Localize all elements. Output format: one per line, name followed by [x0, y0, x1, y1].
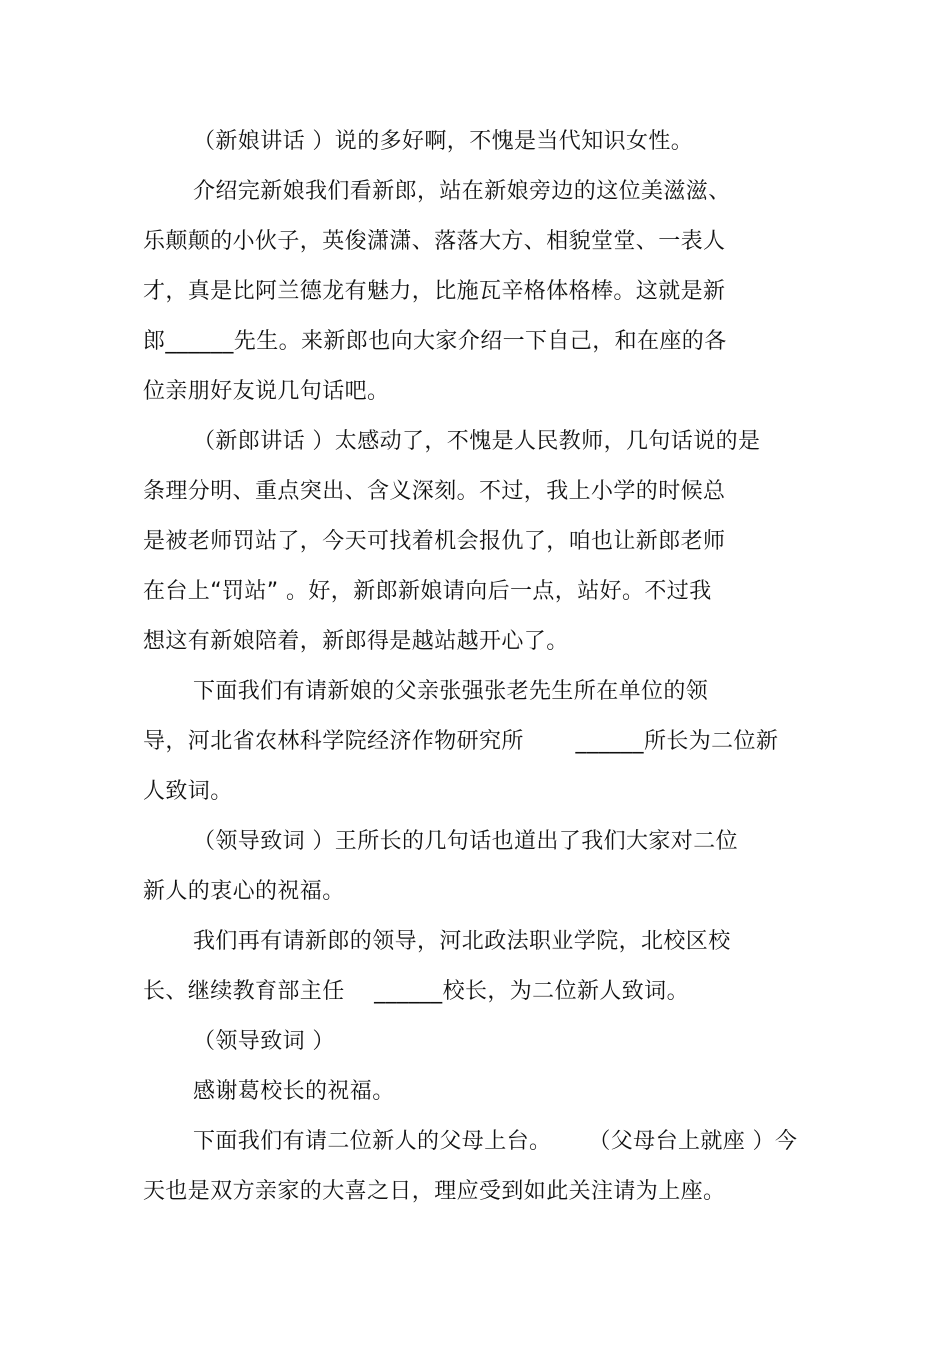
text-line: （新娘讲话 ）说的多好啊，不愧是当代知识女性。	[193, 129, 694, 154]
text-line: （新郎讲话 ）太感动了，不愧是人民教师，几句话说的是	[193, 429, 761, 454]
text-line: 下面我们有请二位新人的父母上台。 （父母台上就座 ）今	[193, 1129, 798, 1154]
text-line: 下面我们有请新娘的父亲张强张老先生所在单位的领	[193, 679, 709, 704]
text-line: （领导致词 ）	[193, 1029, 335, 1054]
text-line: 在台上“罚站” 。好，新郎新娘请向后一点，站好。不过我	[143, 579, 712, 604]
text-line: 才，真是比阿兰德龙有魅力，比施瓦辛格体格棒。这就是新	[143, 279, 726, 304]
text-line: 是被老师罚站了，今天可找着机会报仇了，咱也让新郎老师	[143, 529, 726, 554]
text-line: 人致词。	[143, 779, 233, 804]
text-line: 想这有新娘陪着，新郎得是越站越开心了。	[143, 629, 569, 654]
text-line: （领导致词 ）王所长的几句话也道出了我们大家对二位	[193, 829, 738, 854]
text-line: 长、继续教育部主任 ______校长，为二位新人致词。	[143, 979, 689, 1004]
text-line: 新人的衷心的祝福。	[143, 879, 345, 904]
text-line: 乐颠颠的小伙子，英俊潇潇、落落大方、相貌堂堂、一表人	[143, 229, 726, 254]
text-line: 我们再有请新郎的领导，河北政法职业学院，北校区校	[193, 929, 731, 954]
text-line: 位亲朋好友说几句话吧。	[143, 379, 390, 404]
text-line: 感谢葛校长的祝福。	[193, 1079, 395, 1104]
text-line: 郎______先生。来新郎也向大家介绍一下自己，和在座的各	[143, 329, 727, 354]
text-line: 介绍完新娘我们看新郎，站在新娘旁边的这位美滋滋、	[193, 179, 731, 204]
text-line: 条理分明、重点突出、含义深刻。不过，我上小学的时候总	[143, 479, 726, 504]
text-line: 导，河北省农林科学院经济作物研究所 ______所长为二位新	[143, 729, 779, 754]
text-line: 天也是双方亲家的大喜之日，理应受到如此关注请为上座。	[143, 1179, 726, 1204]
